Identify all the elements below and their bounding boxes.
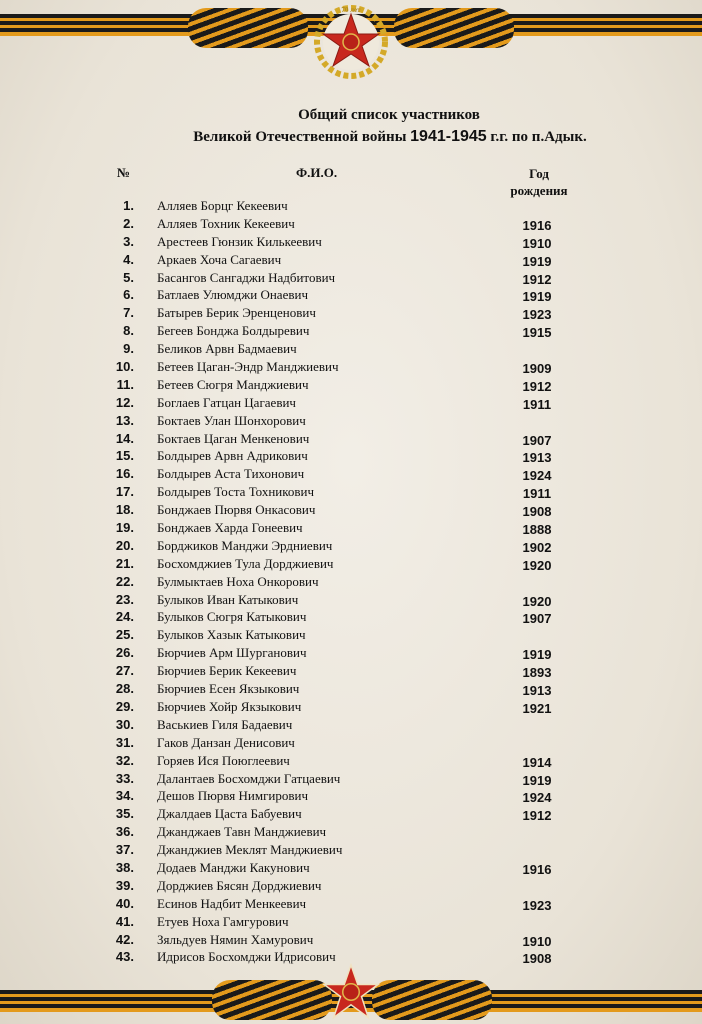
item-number: 10. <box>115 359 134 375</box>
list-item <box>0 841 702 859</box>
item-number: 38. <box>115 859 134 875</box>
item-number: 7. <box>123 305 134 321</box>
list-item <box>0 734 702 752</box>
item-full-name: Дешов Пюрвя Нимгирович <box>157 788 308 804</box>
item-number: 14. <box>115 430 134 446</box>
list-item <box>0 322 702 340</box>
item-number: 29. <box>115 698 134 714</box>
item-full-name: Булыков Хазык Катыкович <box>157 627 306 643</box>
bottom-ribbon-bow-left <box>212 980 332 1020</box>
item-birth-year: 1908 <box>522 504 552 520</box>
item-birth-year: 1910 <box>522 933 552 949</box>
item-birth-year: 1902 <box>522 539 552 555</box>
item-full-name: Васькиев Гиля Бадаевич <box>157 716 293 732</box>
item-full-name: Булмыктаев Ноха Онкорович <box>157 573 319 589</box>
item-number: 27. <box>115 663 134 679</box>
item-full-name: Басангов Сангаджи Надбитович <box>157 269 336 285</box>
title-line-2-suffix: г.г. по п.Адык. <box>486 129 587 145</box>
list-item <box>0 877 702 895</box>
list-item <box>0 805 702 823</box>
item-number: 9. <box>123 341 134 357</box>
list-item <box>0 233 702 251</box>
item-number: 25. <box>115 627 134 643</box>
list-item <box>0 752 702 770</box>
item-birth-year: 1908 <box>522 951 552 967</box>
item-birth-year: 1916 <box>522 217 552 233</box>
top-ribbon-bow-left <box>188 8 308 48</box>
item-number: 5. <box>123 269 134 285</box>
item-number: 40. <box>115 895 134 911</box>
emblem-label: 70 лет <box>341 6 361 14</box>
item-full-name: Есинов Надбит Менкеевич <box>157 895 307 911</box>
list-item <box>0 430 702 448</box>
item-birth-year: 1916 <box>522 861 552 877</box>
item-full-name: Бюрчиев Арм Шурганович <box>157 645 307 661</box>
item-number: 22. <box>115 573 134 589</box>
item-number: 4. <box>123 251 134 267</box>
item-full-name: Зяльдуев Нямин Хамурович <box>157 931 314 947</box>
item-full-name: Идрисов Босхомджи Идрисович <box>157 949 336 965</box>
item-birth-year: 1920 <box>522 557 552 573</box>
document-title <box>0 107 702 146</box>
item-number: 17. <box>115 484 134 500</box>
item-full-name: Батырев Берик Эренценович <box>157 305 316 321</box>
item-birth-year: 1919 <box>522 289 552 305</box>
item-birth-year: 1907 <box>522 611 552 627</box>
item-full-name: Болдырев Аста Тихонович <box>157 466 305 482</box>
list-item <box>0 537 702 555</box>
header-birth-year <box>504 165 574 199</box>
item-full-name: Бонджаев Харда Гонеевич <box>157 520 303 536</box>
item-number: 33. <box>115 770 134 786</box>
list-item <box>0 465 702 483</box>
list-item <box>0 698 702 716</box>
item-full-name: Булыков Сюгря Катыкович <box>157 609 307 625</box>
item-number: 30. <box>115 716 134 732</box>
list-item <box>0 591 702 609</box>
item-full-name: Бюрчиев Хойр Якзыкович <box>157 698 302 714</box>
item-full-name: Бегеев Бонджа Болдыревич <box>157 323 310 339</box>
item-birth-year: 1923 <box>522 307 552 323</box>
list-item <box>0 358 702 376</box>
item-number: 23. <box>115 591 134 607</box>
list-item <box>0 269 702 287</box>
item-number: 24. <box>115 609 134 625</box>
item-number: 13. <box>115 412 134 428</box>
item-number: 26. <box>115 645 134 661</box>
item-birth-year: 1923 <box>522 897 552 913</box>
list-item <box>0 286 702 304</box>
title-line-2-prefix: Великой Отечественной войны <box>193 129 411 145</box>
item-birth-year: 1919 <box>522 253 552 269</box>
item-number: 18. <box>115 502 134 518</box>
list-item <box>0 412 702 430</box>
item-birth-year: 1924 <box>522 790 552 806</box>
item-birth-year: 1914 <box>522 754 552 770</box>
item-full-name: Борджиков Манджи Эрдниевич <box>157 537 333 553</box>
list-item <box>0 823 702 841</box>
item-birth-year: 1919 <box>522 772 552 788</box>
title-line-2 <box>78 128 702 146</box>
header-number: № <box>117 165 131 180</box>
list-item <box>0 716 702 734</box>
item-full-name: Боглаев Гатцан Цагаевич <box>157 394 296 410</box>
list-item <box>0 251 702 269</box>
item-number: 3. <box>123 233 134 249</box>
bottom-ribbon-bow-right <box>372 980 492 1020</box>
item-number: 6. <box>123 287 134 303</box>
item-full-name: Боктаев Цаган Менкенович <box>157 430 310 446</box>
item-number: 32. <box>115 752 134 768</box>
list-item <box>0 519 702 537</box>
item-birth-year: 1893 <box>522 665 552 681</box>
item-number: 28. <box>115 681 134 697</box>
item-full-name: Босхомджиев Тула Дорджиевич <box>157 555 334 571</box>
item-full-name: Бетеев Цаган-Эндр Манджиевич <box>157 359 339 375</box>
item-birth-year: 1921 <box>522 700 552 716</box>
list-item <box>0 770 702 788</box>
item-birth-year: 1920 <box>522 593 552 609</box>
list-item <box>0 483 702 501</box>
list-item <box>0 501 702 519</box>
title-line-1: Общий список участников <box>298 107 480 123</box>
item-full-name: Додаев Манджи Какунович <box>157 859 310 875</box>
item-birth-year: 1888 <box>522 522 552 538</box>
victory-emblem-icon <box>311 2 391 82</box>
item-full-name: Булыков Иван Катыкович <box>157 591 299 607</box>
list-item <box>0 680 702 698</box>
header-year-line-2: рождения <box>510 183 568 198</box>
title-years: 1941-1945 <box>410 128 487 145</box>
item-full-name: Беликов Арвн Бадмаевич <box>157 341 297 357</box>
item-number: 16. <box>115 466 134 482</box>
list-item <box>0 787 702 805</box>
item-birth-year: 1911 <box>522 486 552 502</box>
list-item <box>0 573 702 591</box>
item-full-name: Далантаев Босхомджи Гатцаевич <box>157 770 341 786</box>
list-item <box>0 304 702 322</box>
list-item <box>0 197 702 215</box>
item-full-name: Алляев Борцг Кекеевич <box>157 198 288 213</box>
item-full-name: Болдырев Тоста Тохникович <box>157 484 315 500</box>
list-item <box>0 931 702 949</box>
item-full-name: Батлаев Улюмджи Онаевич <box>157 287 308 303</box>
item-full-name: Боктаев Улан Шонхорович <box>157 412 306 428</box>
item-number: 20. <box>115 537 134 553</box>
item-full-name: Бюрчиев Есен Якзыкович <box>157 681 300 697</box>
item-number: 41. <box>115 913 134 929</box>
item-birth-year: 1912 <box>522 271 552 287</box>
item-birth-year: 1907 <box>522 432 552 448</box>
item-number: 43. <box>115 949 134 965</box>
item-birth-year: 1910 <box>522 235 552 251</box>
item-number: 12. <box>115 394 134 410</box>
item-number: 1. <box>123 198 134 213</box>
item-number: 2. <box>123 215 134 231</box>
item-full-name: Джалдаев Цаста Бабуевич <box>157 806 302 822</box>
item-birth-year: 1913 <box>522 683 552 699</box>
item-full-name: Аркаев Хоча Сагаевич <box>157 251 282 267</box>
item-number: 37. <box>115 842 134 858</box>
list-item <box>0 215 702 233</box>
item-full-name: Етуев Ноха Гамгурович <box>157 913 289 929</box>
item-number: 42. <box>115 931 134 947</box>
bottom-victory-emblem-icon <box>321 962 381 1022</box>
item-birth-year: 1915 <box>522 325 552 341</box>
item-full-name: Арестеев Гюнзик Килькеевич <box>157 233 322 249</box>
item-full-name: Бонджаев Пюрвя Онкасович <box>157 502 316 518</box>
list-item <box>0 394 702 412</box>
list-item <box>0 340 702 358</box>
item-number: 21. <box>115 555 134 571</box>
item-birth-year: 1912 <box>522 378 552 394</box>
list-item <box>0 626 702 644</box>
list-item <box>0 555 702 573</box>
list-item <box>0 859 702 877</box>
item-birth-year: 1913 <box>522 450 552 466</box>
list-item <box>0 608 702 626</box>
list-item <box>0 913 702 931</box>
item-birth-year: 1911 <box>522 396 552 412</box>
header-year-line-1: Год <box>529 166 549 181</box>
item-number: 11. <box>116 376 134 392</box>
header-full-name: Ф.И.О. <box>296 165 338 180</box>
list-item <box>0 447 702 465</box>
item-number: 31. <box>115 734 134 750</box>
list-item <box>0 895 702 913</box>
item-full-name: Бетеев Сюгря Манджиевич <box>157 376 309 392</box>
list-item <box>0 644 702 662</box>
item-full-name: Джанджиев Меклят Манджиевич <box>157 842 343 858</box>
item-number: 34. <box>115 788 134 804</box>
item-full-name: Алляев Тохник Кекеевич <box>157 215 295 231</box>
item-number: 19. <box>115 520 134 536</box>
item-number: 35. <box>115 806 134 822</box>
item-number: 8. <box>123 323 134 339</box>
item-birth-year: 1912 <box>522 808 552 824</box>
list-item <box>0 376 702 394</box>
item-full-name: Джанджаев Тавн Манджиевич <box>157 824 327 840</box>
participants-list <box>0 197 702 966</box>
item-birth-year: 1909 <box>522 361 552 377</box>
item-full-name: Гаков Данзан Денисович <box>157 734 295 750</box>
top-ribbon-bow-right <box>394 8 514 48</box>
item-full-name: Болдырев Арвн Адрикович <box>157 448 308 464</box>
item-full-name: Дорджиев Бясян Дорджиевич <box>157 877 322 893</box>
item-full-name: Бюрчиев Берик Кекеевич <box>157 663 297 679</box>
item-number: 15. <box>115 448 134 464</box>
item-number: 36. <box>115 824 134 840</box>
item-birth-year: 1924 <box>522 468 552 484</box>
item-number: 39. <box>115 877 134 893</box>
list-item <box>0 662 702 680</box>
item-birth-year: 1919 <box>522 647 552 663</box>
item-full-name: Горяев Ися Поюглеевич <box>157 752 290 768</box>
